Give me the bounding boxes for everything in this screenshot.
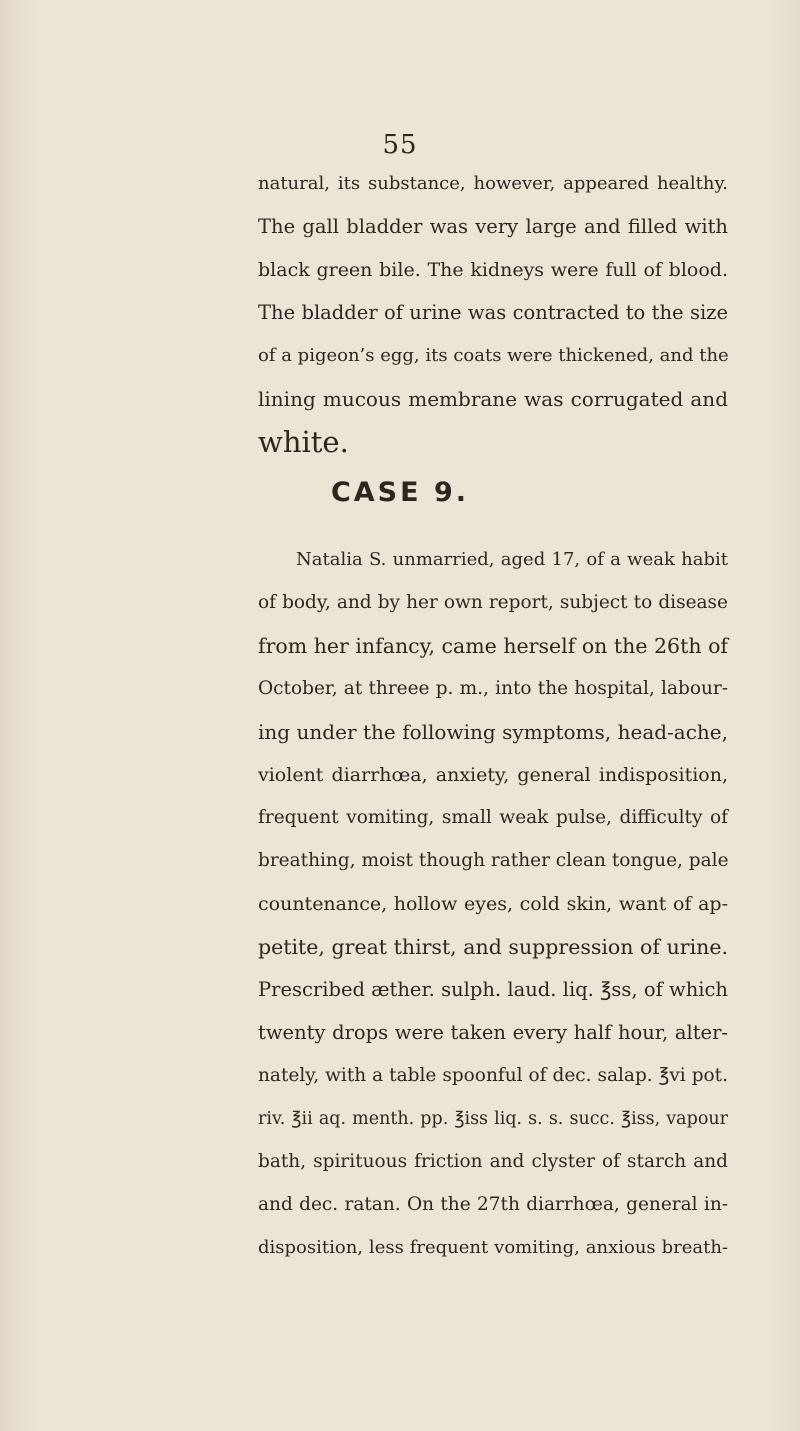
text-line: bath, spirituous friction and clyster of starch and [258,1151,728,1172]
text-line: ing under the following symptoms, head-ache, [258,720,728,744]
text-line: of a pigeon’s egg, its coats were thickened, and the [258,345,729,366]
text-line: white. [258,425,349,459]
text-line: breathing, moist though rather clean tongue, pale [258,850,729,871]
text-line: countenance, hollow eyes, cold skin, want of ap- [258,893,728,915]
text-line: October, at threee p. m., into the hospital, labour- [258,678,728,699]
text-line: of body, and by her own report, subject to disease [258,592,728,613]
text-line: from her infancy, came herself on the 26th of [258,634,728,658]
text-line: frequent vomiting, small weak pulse, difficulty of [258,807,728,828]
text-line: violent diarrhœa, anxiety, general indisposition, [258,764,728,786]
text-line: lining mucous membrane was corrugated and [258,387,728,411]
text-line: The gall bladder was very large and filled with [258,215,728,238]
text-line: nately, with a table spoonful of dec. salap. ℥vi pot. [258,1065,728,1086]
page-number: 55 [382,130,418,160]
text-line: and dec. ratan. On the 27th diarrhœa, general in- [258,1194,728,1215]
text-line: petite, great thirst, and suppression of urine. [258,935,728,959]
text-line: Natalia S. unmarried, aged 17, of a weak habit [296,549,728,570]
text-line: black green bile. The kidneys were full of blood. [258,259,728,281]
text-line: The bladder of urine was contracted to the size [258,301,728,324]
text-line: riv. ℥ii aq. menth. pp. ℥iss liq. s. s. succ. ℥iss, vapour [258,1109,728,1129]
text-line: disposition, less frequent vomiting, anxious breath- [258,1237,728,1258]
text-line: twenty drops were taken every half hour, alter- [258,1021,728,1044]
text-line: Prescribed æther. sulph. laud. liq. ℥ss, of which [258,978,728,1001]
text-line: natural, its substance, however, appeared healthy. [258,173,728,194]
case-heading: CASE 9. [330,477,470,508]
